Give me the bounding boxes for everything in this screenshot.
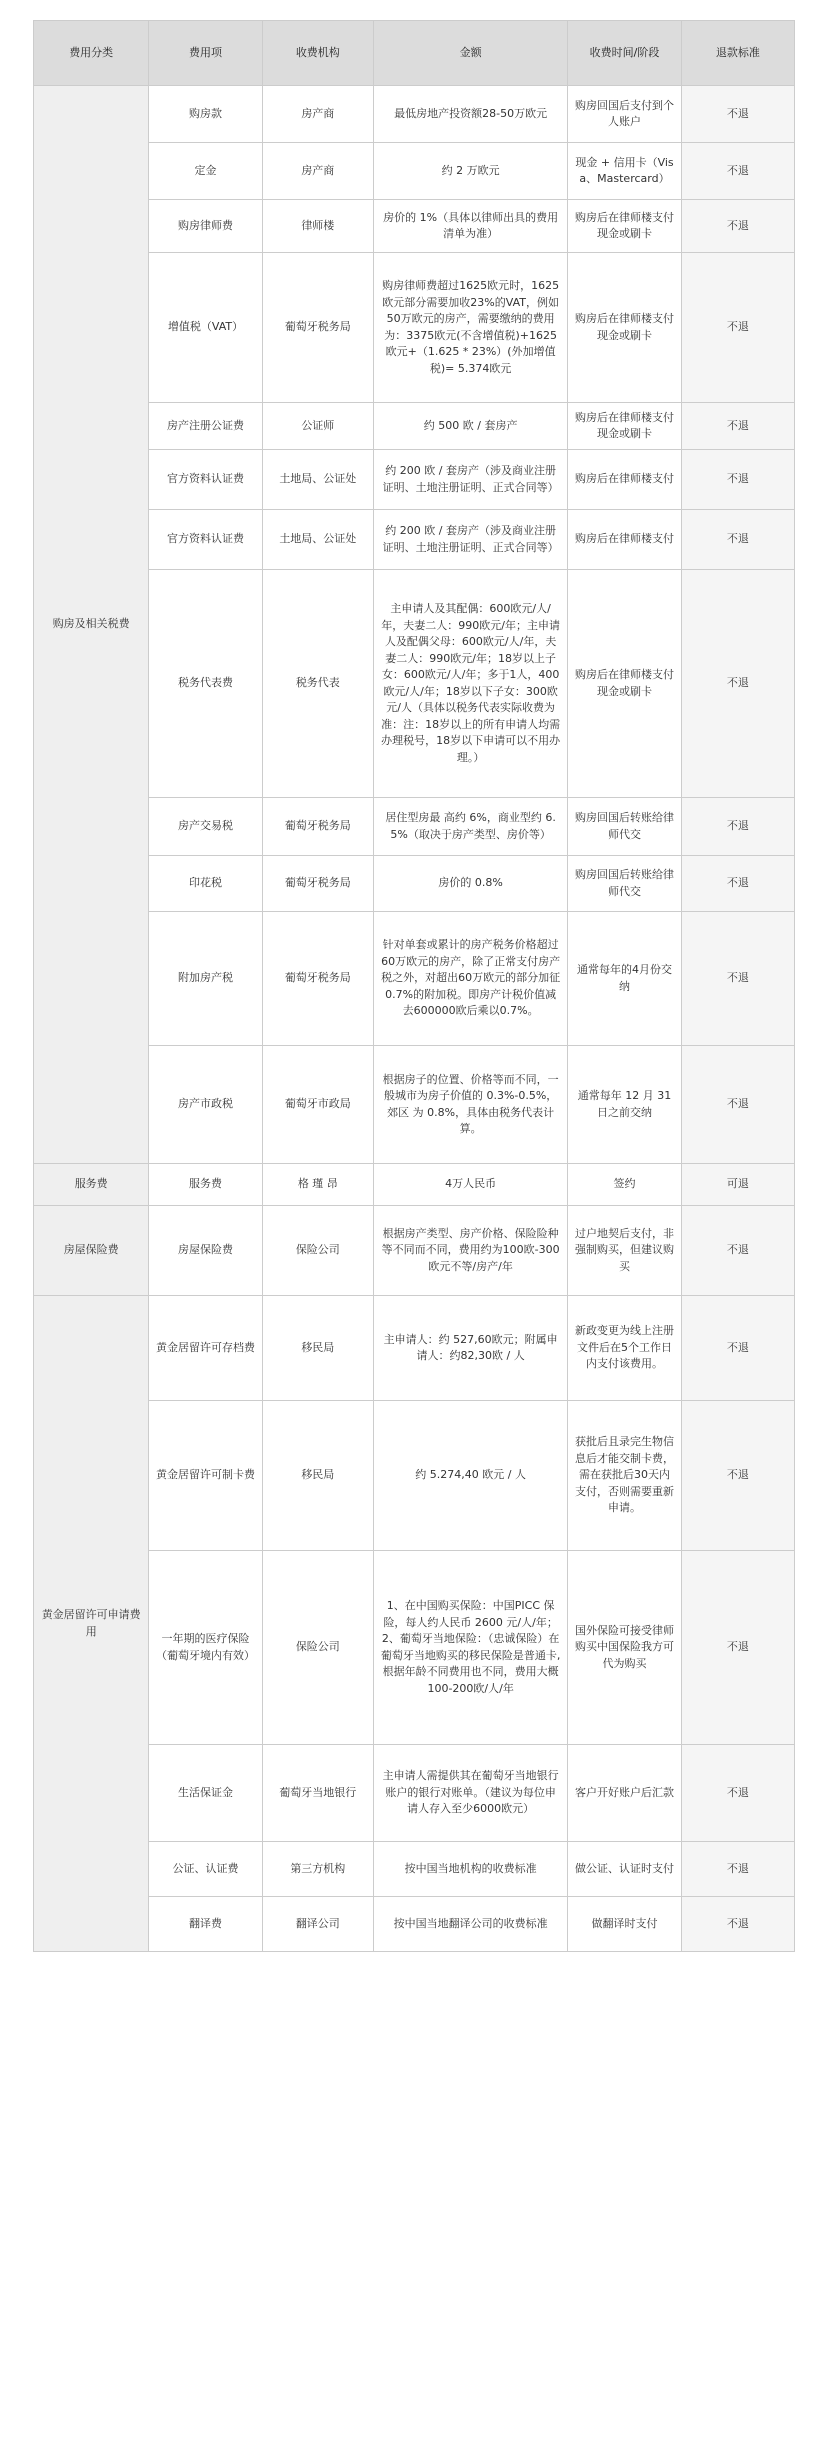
refund-cell: 不退 xyxy=(681,143,794,200)
amount-cell: 按中国当地机构的收费标准 xyxy=(373,1842,567,1897)
amount-cell: 主申请人需提供其在葡萄牙当地银行账户的银行对账单。（建议为每位申请人存入至少6000欧元） xyxy=(373,1745,567,1842)
refund-cell: 不退 xyxy=(681,1296,794,1401)
amount-cell: 1、在中国购买保险：中国PICC 保险，每人约人民币 2600 元/人/年；2、葡萄牙当地保险：（忠诚保险）在葡萄牙当地购买的移民保险是普通卡,根据年龄不同费用也不同，费用大概100-200欧/人/年 xyxy=(373,1551,567,1745)
agency-cell: 移民局 xyxy=(262,1296,373,1401)
item-cell: 黄金居留许可存档费 xyxy=(149,1296,262,1401)
amount-cell: 居住型房最 高约 6%，商业型约 6.5%（取决于房产类型、房价等） xyxy=(373,798,567,856)
agency-cell: 葡萄牙市政局 xyxy=(262,1046,373,1164)
refund-cell: 可退 xyxy=(681,1164,794,1206)
agency-cell: 保险公司 xyxy=(262,1551,373,1745)
table-row xyxy=(34,1296,795,1401)
refund-cell: 不退 xyxy=(681,200,794,253)
amount-cell: 根据房产类型、房产价格、保险险种等不同而不同，费用约为100欧-300欧元不等/房产/年 xyxy=(373,1206,567,1296)
timing-cell: 购房后在律师楼支付 xyxy=(568,510,681,570)
timing-cell: 购房回国后支付到个人账户 xyxy=(568,86,681,143)
item-cell: 官方资料认证费 xyxy=(149,450,262,510)
refund-cell: 不退 xyxy=(681,912,794,1046)
agency-cell: 房产商 xyxy=(262,143,373,200)
agency-cell: 税务代表 xyxy=(262,570,373,798)
agency-cell: 公证师 xyxy=(262,403,373,450)
refund-cell: 不退 xyxy=(681,1551,794,1745)
item-cell: 服务费 xyxy=(149,1164,262,1206)
timing-cell: 购房后在律师楼支付现金或刷卡 xyxy=(568,570,681,798)
agency-cell: 葡萄牙税务局 xyxy=(262,856,373,912)
item-cell: 房产注册公证费 xyxy=(149,403,262,450)
refund-cell: 不退 xyxy=(681,1842,794,1897)
refund-cell: 不退 xyxy=(681,570,794,798)
timing-cell: 通常每年的4月份交纳 xyxy=(568,912,681,1046)
item-cell: 房产交易税 xyxy=(149,798,262,856)
category-cell: 服务费 xyxy=(34,1164,149,1206)
amount-cell: 房价的 0.8% xyxy=(373,856,567,912)
timing-cell: 国外保险可接受律师购买中国保险我方可代为购买 xyxy=(568,1551,681,1745)
amount-cell: 根据房子的位置、价格等而不同，一般城市为房子价值的 0.3%-0.5%，郊区 为 0.8%，具体由税务代表计算。 xyxy=(373,1046,567,1164)
timing-cell: 购房后在律师楼支付 xyxy=(568,450,681,510)
item-cell: 官方资料认证费 xyxy=(149,510,262,570)
agency-cell: 土地局、公证处 xyxy=(262,450,373,510)
amount-cell: 4万人民币 xyxy=(373,1164,567,1206)
timing-cell: 购房后在律师楼支付现金或刷卡 xyxy=(568,200,681,253)
item-cell: 增值税（VAT） xyxy=(149,253,262,403)
timing-cell: 客户开好账户后汇款 xyxy=(568,1745,681,1842)
timing-cell: 新政变更为线上注册文件后在5个工作日内支付该费用。 xyxy=(568,1296,681,1401)
timing-cell: 过户地契后支付，非强制购买，但建议购买 xyxy=(568,1206,681,1296)
timing-cell: 购房后在律师楼支付现金或刷卡 xyxy=(568,253,681,403)
item-cell: 定金 xyxy=(149,143,262,200)
agency-cell: 葡萄牙税务局 xyxy=(262,253,373,403)
header-row xyxy=(34,21,795,86)
amount-cell: 约 200 欧 / 套房产（涉及商业注册证明、土地注册证明、正式合同等） xyxy=(373,510,567,570)
table-row xyxy=(34,1164,795,1206)
item-cell: 公证、认证费 xyxy=(149,1842,262,1897)
agency-cell: 保险公司 xyxy=(262,1206,373,1296)
amount-cell: 约 5.274,40 欧元 / 人 xyxy=(373,1401,567,1551)
refund-cell: 不退 xyxy=(681,1046,794,1164)
refund-cell: 不退 xyxy=(681,1206,794,1296)
amount-cell: 按中国当地翻译公司的收费标准 xyxy=(373,1897,567,1952)
header-amount: 金额 xyxy=(373,21,567,86)
item-cell: 印花税 xyxy=(149,856,262,912)
timing-cell: 购房后在律师楼支付现金或刷卡 xyxy=(568,403,681,450)
item-cell: 购房律师费 xyxy=(149,200,262,253)
timing-cell: 购房回国后转账给律师代交 xyxy=(568,798,681,856)
agency-cell: 葡萄牙当地银行 xyxy=(262,1745,373,1842)
agency-cell: 格 瑾 昂 xyxy=(262,1164,373,1206)
header-refund: 退款标准 xyxy=(681,21,794,86)
header-item: 费用项 xyxy=(149,21,262,86)
fee-table xyxy=(33,20,795,1952)
agency-cell: 房产商 xyxy=(262,86,373,143)
item-cell: 翻译费 xyxy=(149,1897,262,1952)
item-cell: 税务代表费 xyxy=(149,570,262,798)
amount-cell: 约 2 万欧元 xyxy=(373,143,567,200)
timing-cell: 现金 + 信用卡（Visa、Mastercard） xyxy=(568,143,681,200)
agency-cell: 律师楼 xyxy=(262,200,373,253)
refund-cell: 不退 xyxy=(681,86,794,143)
header-timing: 收费时间/阶段 xyxy=(568,21,681,86)
timing-cell: 做公证、认证时支付 xyxy=(568,1842,681,1897)
amount-cell: 约 500 欧 / 套房产 xyxy=(373,403,567,450)
agency-cell: 葡萄牙税务局 xyxy=(262,798,373,856)
amount-cell: 购房律师费超过1625欧元时，1625欧元部分需要加收23%的VAT，例如50万欧元的房产，需要缴纳的费用为：3375欧元(不含增值税)+1625欧元+（1.625 * 23%）(外加增值税)= 5.374欧元 xyxy=(373,253,567,403)
agency-cell: 土地局、公证处 xyxy=(262,510,373,570)
amount-cell: 最低房地产投资额28-50万欧元 xyxy=(373,86,567,143)
refund-cell: 不退 xyxy=(681,1745,794,1842)
timing-cell: 获批后且录完生物信息后才能交制卡费，需在获批后30天内支付，否则需要重新申请。 xyxy=(568,1401,681,1551)
timing-cell: 通常每年 12 月 31 日之前交纳 xyxy=(568,1046,681,1164)
refund-cell: 不退 xyxy=(681,798,794,856)
header-category: 费用分类 xyxy=(34,21,149,86)
category-cell: 房屋保险费 xyxy=(34,1206,149,1296)
amount-cell: 主申请人：约 527,60欧元；附属申请人：约82,30欧 / 人 xyxy=(373,1296,567,1401)
amount-cell: 房价的 1%（具体以律师出具的费用清单为准） xyxy=(373,200,567,253)
agency-cell: 翻译公司 xyxy=(262,1897,373,1952)
refund-cell: 不退 xyxy=(681,510,794,570)
agency-cell: 葡萄牙税务局 xyxy=(262,912,373,1046)
amount-cell: 主申请人及其配偶：600欧元/人/年，夫妻二人：990欧元/年；主申请人及配偶父母：600欧元/人/年，夫妻二人：990欧元/年；18岁以上子女：600欧元/人/年；多于1人，400欧元/人/年；18岁以下子女：300欧元/人（具体以税务代表实际收费为准：注：18岁以上的所有申请人均需办理税号，18岁以下申请可以不用办理。） xyxy=(373,570,567,798)
category-cell: 购房及相关税费 xyxy=(34,86,149,1164)
refund-cell: 不退 xyxy=(681,856,794,912)
item-cell: 房屋保险费 xyxy=(149,1206,262,1296)
item-cell: 房产市政税 xyxy=(149,1046,262,1164)
timing-cell: 购房回国后转账给律师代交 xyxy=(568,856,681,912)
agency-cell: 移民局 xyxy=(262,1401,373,1551)
refund-cell: 不退 xyxy=(681,450,794,510)
refund-cell: 不退 xyxy=(681,1401,794,1551)
category-cell: 黄金居留许可申请费用 xyxy=(34,1296,149,1952)
amount-cell: 针对单套或累计的房产税务价格超过60万欧元的房产，除了正常支付房产税之外，对超出60万欧元的部分加征0.7%的附加税。即房产计税价值减去600000欧后乘以0.7%。 xyxy=(373,912,567,1046)
refund-cell: 不退 xyxy=(681,403,794,450)
item-cell: 购房款 xyxy=(149,86,262,143)
item-cell: 附加房产税 xyxy=(149,912,262,1046)
timing-cell: 做翻译时支付 xyxy=(568,1897,681,1952)
refund-cell: 不退 xyxy=(681,1897,794,1952)
timing-cell: 签约 xyxy=(568,1164,681,1206)
refund-cell: 不退 xyxy=(681,253,794,403)
amount-cell: 约 200 欧 / 套房产（涉及商业注册证明、土地注册证明、正式合同等） xyxy=(373,450,567,510)
table-row xyxy=(34,1206,795,1296)
item-cell: 生活保证金 xyxy=(149,1745,262,1842)
agency-cell: 第三方机构 xyxy=(262,1842,373,1897)
item-cell: 一年期的医疗保险（葡萄牙境内有效） xyxy=(149,1551,262,1745)
item-cell: 黄金居留许可制卡费 xyxy=(149,1401,262,1551)
table-row xyxy=(34,86,795,143)
header-agency: 收费机构 xyxy=(262,21,373,86)
